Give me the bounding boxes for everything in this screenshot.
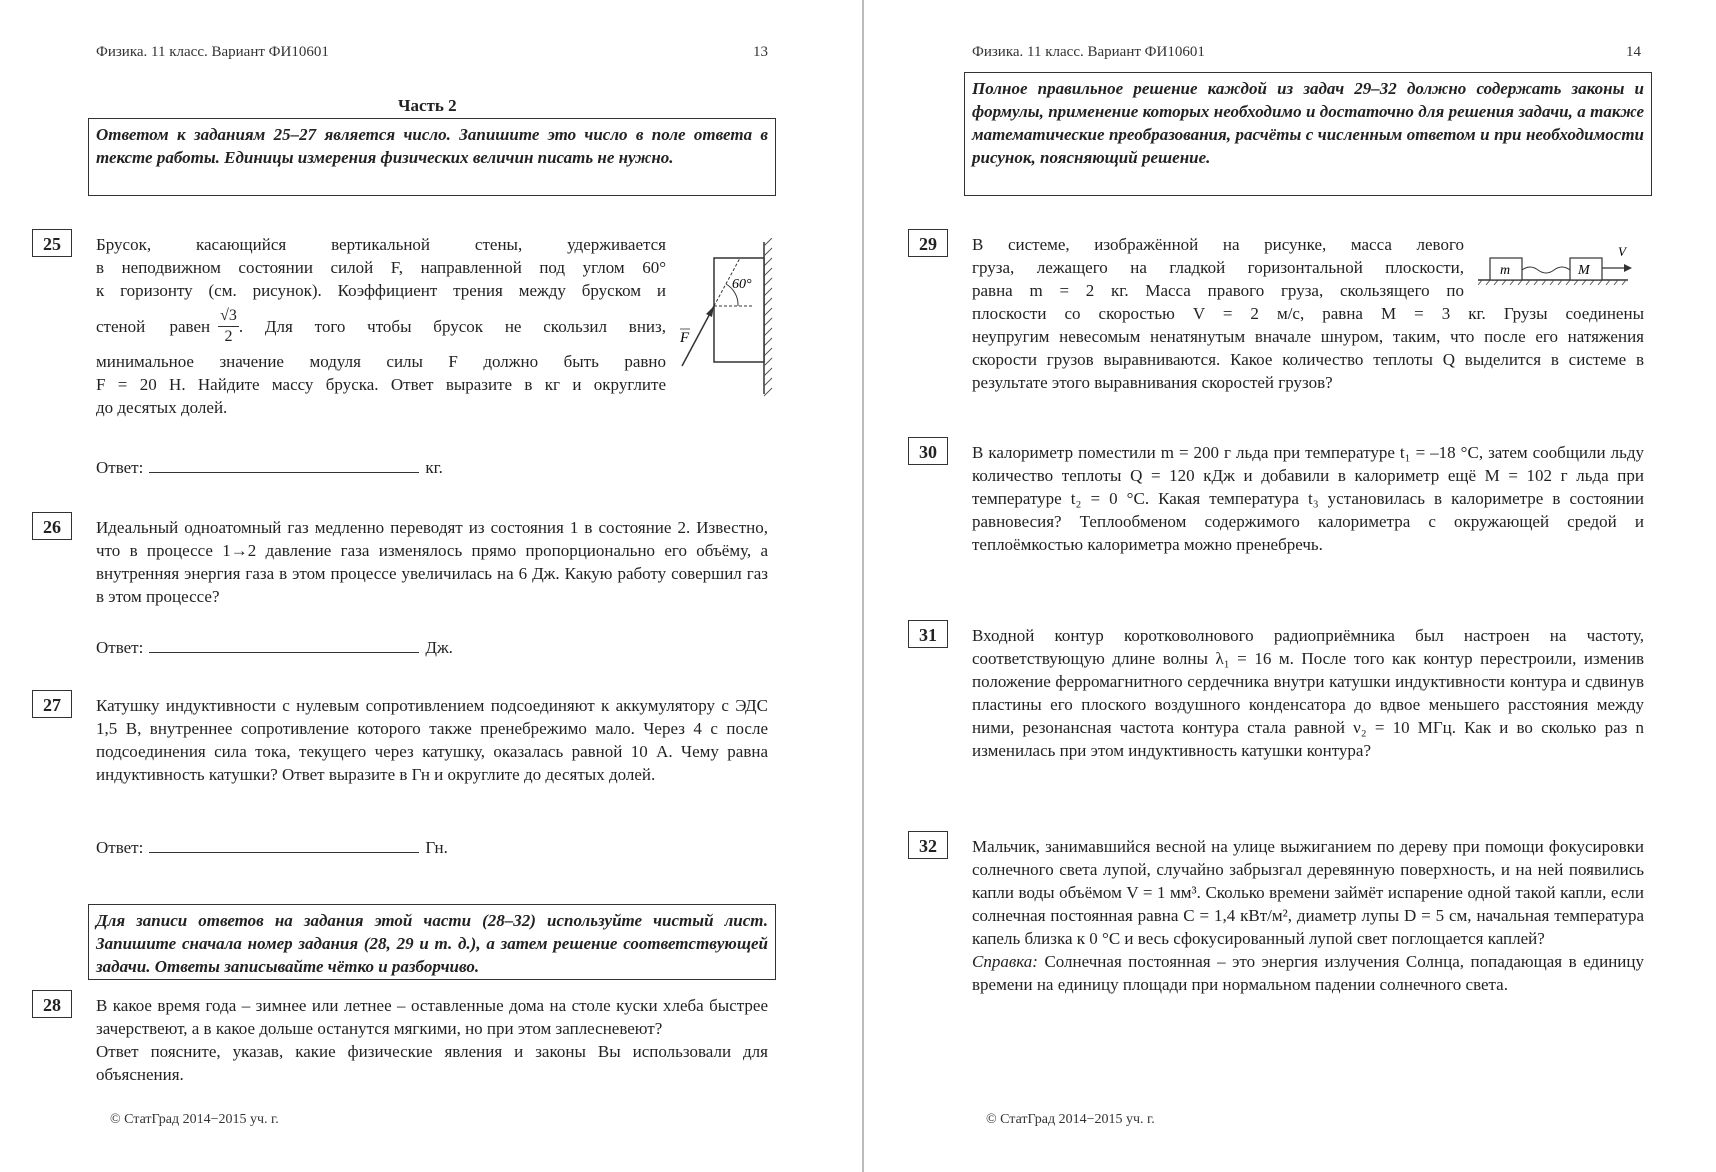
q25-figure: [676, 238, 776, 398]
q25-line4a: стеной равен: [96, 316, 211, 336]
q32-paragraph: Мальчик, занимавшийся весной на улице выжиганием по дереву при помощи фокусировки солнечного света лупой, случайно забрызгал деревянную поверхность, и на ней появились капли воды объёмом V = 1 мм³. Сколько времени займёт испарение одной такой капли, если солнечная постоянная равна C = 1,4 кВт/м², диаметр лупы D = 5 см, начальная температура капель близка к 0 °С и весь сфокусированный лупой свет поглощается каплей?: [972, 837, 1644, 948]
question-number-28: 28: [32, 990, 72, 1018]
page-header: Физика. 11 класс. Вариант ФИ10601: [96, 44, 329, 60]
q29-line4: плоскости со скоростью V = 2 м/с, равна M = 3 кг. Грузы соединены: [972, 304, 1644, 323]
reference-label: Справка:: [972, 952, 1038, 971]
question-27-text: Катушку индуктивности с нулевым сопротивлением подсоединяют к аккумулятору с ЭДС 1,5 В, внутреннее сопротивление которого также пренебрежимо мало. Через 4 с после подсоединения сила тока, текущего через катушку, оказалась равной 10 А. Чему равна индуктивность катушки? Ответ выразите в Гн и округлите до десятых долей.: [96, 696, 768, 784]
q25-line2: в неподвижном состоянии силой F, направленной под углом 60°: [96, 258, 666, 277]
force-label: F: [680, 330, 690, 346]
q29-line1: В системе, изображённой на рисунке, масса левого: [972, 235, 1464, 254]
q29-line2: груза, лежащего на гладкой горизонтальной плоскости,: [972, 258, 1464, 277]
question-28-text: [96, 994, 768, 1086]
page-divider: [862, 0, 864, 1172]
intro-box: Ответом к заданиям 25–27 является число. Запишите это число в поле ответа в тексте работы. Единицы измерения физических величин писать не нужно.: [88, 118, 776, 196]
page-number: 14: [1626, 44, 1641, 60]
question-number-26: 26: [32, 512, 72, 540]
answer-field-26[interactable]: [149, 636, 419, 653]
q25-line3: к горизонту (см. рисунок). Коэффициент трения между бруском и: [96, 281, 666, 300]
answer-unit: Дж.: [425, 638, 453, 657]
block-shape: [714, 258, 764, 362]
q25-answer-row: [96, 456, 443, 479]
q29-rest: неупругим невесомым ненатянутым вначале шнуром, таким, что после его натяжения скорости грузов выравниваются. Какое количество теплоты Q выделится в системе в результате этого выравнивания скоростей грузов?: [972, 327, 1644, 392]
q25-line4: [96, 302, 666, 350]
velocity-label: V: [1618, 244, 1626, 259]
q28-paragraph-1: В какое время года – зимнее или летнее – оставленные дома на столе куски хлеба быстрее зачерствеют, а в какое дольше останутся мягкими, но при этом заплесневеют?: [96, 996, 768, 1038]
question-number-30: 30: [908, 437, 948, 465]
q25-line7: до десятых долей.: [96, 398, 228, 417]
answer-unit: Гн.: [425, 838, 448, 857]
q25-line4b: . Для того чтобы брусок не скользил вниз,: [238, 316, 666, 336]
instructions-box: Для записи ответов на задания этой части (28–32) используйте чистый лист. Запишите сначала номер задания (28, 29 и т. д.), а затем решение соответствующей задачи. Ответы записывайте чётко и разборчиво.: [88, 904, 776, 980]
q29-figure: [1478, 242, 1638, 286]
fraction: [218, 306, 239, 347]
question-26-text: Идеальный одноатомный газ медленно переводят из состояния 1 в состояние 2. Известно, что в процессе 1→2 давление газа изменялось прямо пропорционально его объёму, а внутренняя энергия газа в этом процессе увеличилась на 6 Дж. Какую работу совершил газ в этом процессе?: [96, 518, 768, 606]
question-number-32: 32: [908, 831, 948, 859]
q29-line3: равна m = 2 кг. Масса правого груза, скользящего по: [972, 281, 1464, 300]
question-32-text: [972, 835, 1644, 996]
left-mass-label: m: [1500, 263, 1511, 278]
q26-answer-row: [96, 636, 453, 659]
question-number-25: 25: [32, 229, 72, 257]
q25-line5: минимальное значение модуля силы F должно быть равно: [96, 352, 666, 371]
question-number-27: 27: [32, 690, 72, 718]
question-30-text: В калориметр поместили m = 200 г льда при температуре t₁ = –18 °С, затем сообщили льду количество теплоты Q = 120 кДж и добавили в калориметр ещё M = 102 г льда при температуре t₂ = 0 °С. Какая температура t₃ установилась в калориметре в состоянии равновесия? Теплообменом содержимого калориметра с окружающей средой и теплоёмкостью калориметра можно пренебречь.: [972, 443, 1644, 554]
question-25-text: [96, 233, 666, 419]
q28-paragraph-2: Ответ поясните, указав, какие физические явления и законы Вы использовали для объяснения.: [96, 1042, 768, 1084]
answer-unit: кг.: [425, 458, 443, 477]
answer-field-25[interactable]: [149, 456, 419, 473]
right-mass-label: M: [1578, 263, 1590, 278]
footer-copyright: © СтатГрад 2014−2015 уч. г.: [110, 1112, 279, 1127]
q27-answer-row: [96, 836, 448, 859]
q25-line6: F = 20 Н. Найдите массу бруска. Ответ выразите в кг и округлите: [96, 375, 666, 394]
fraction-denominator: 2: [224, 327, 233, 345]
footer-copyright: © СтатГрад 2014−2015 уч. г.: [986, 1112, 1155, 1127]
question-31-text: Входной контур коротковолнового радиоприёмника был настроен на частоту, соответствующую длине волны λ₁ = 16 м. После того как контур перестроили, изменив положение ферромагнитного сердечника внутри катушки индуктивности контура и сдвинув пластины его плоского воздушного конденсатора до вдвое меньшего расстояния между ними, резонансная частота контура стала равной ν₂ = 10 МГц. Как и во сколько раз n изменилась при этом индуктивность катушки контура?: [972, 626, 1644, 760]
answer-label: Ответ:: [96, 838, 144, 857]
q25-line1: Брусок, касающийся вертикальной стены, удерживается: [96, 235, 666, 254]
answer-label: Ответ:: [96, 638, 144, 657]
angle-label: 60°: [732, 277, 752, 292]
answer-label: Ответ:: [96, 458, 144, 477]
fraction-numerator: √3: [218, 306, 239, 327]
answer-field-27[interactable]: [149, 836, 419, 853]
question-number-29: 29: [908, 229, 948, 257]
reference-text: Солнечная постоянная – это энергия излучения Солнца, попадающая в единицу времени на единицу площади при нормальном падении солнечного света.: [972, 952, 1644, 994]
question-number-31: 31: [908, 620, 948, 648]
part-title: Часть 2: [398, 96, 457, 115]
page-number: 13: [753, 44, 768, 60]
page-header: Физика. 11 класс. Вариант ФИ10601: [972, 44, 1205, 60]
q32-reference: [972, 950, 1644, 996]
intro-box: Полное правильное решение каждой из задач 29–32 должно содержать законы и формулы, применение которых необходимо и достаточно для решения задачи, а также математические преобразования, расчёты с численным ответом и при необходимости рисунок, поясняющий решение.: [964, 72, 1652, 196]
right-page: [866, 0, 1716, 1172]
